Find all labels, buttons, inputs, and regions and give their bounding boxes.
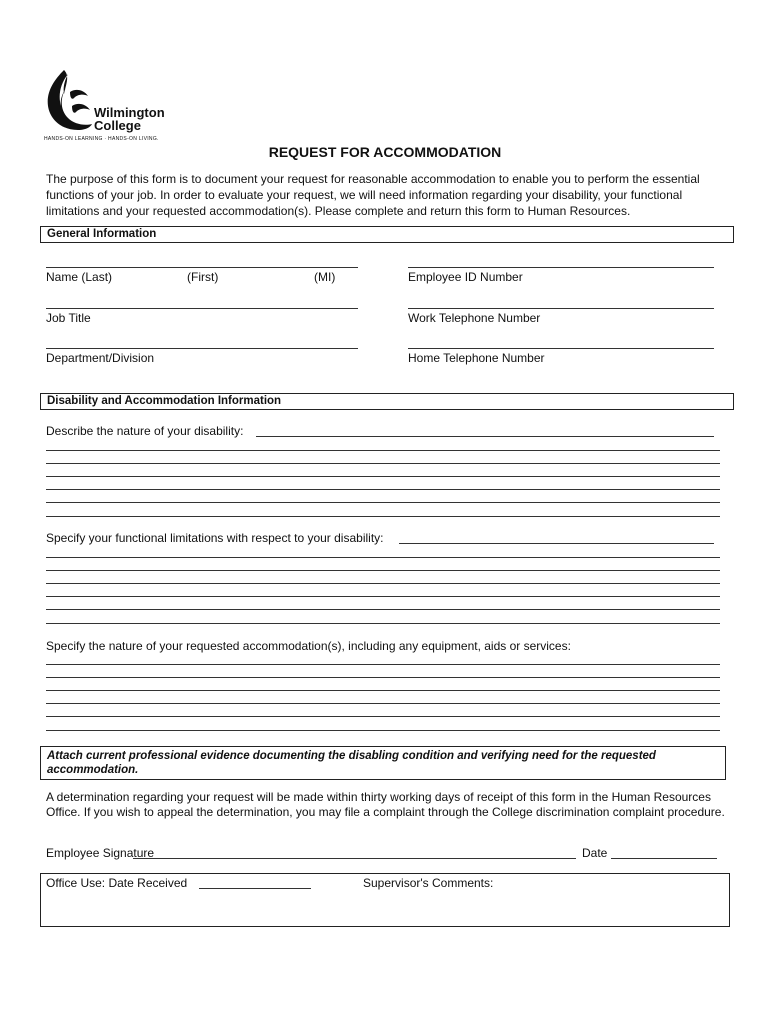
- work-phone-label: Work Telephone Number: [408, 311, 541, 325]
- functional-limitations-line-2[interactable]: [46, 557, 720, 558]
- college-logo: [44, 68, 194, 148]
- requested-accommodation-line-2[interactable]: [46, 677, 720, 678]
- name-last-label: Name (Last): [46, 270, 113, 284]
- intro-paragraph: The purpose of this form is to document your request for reasonable accommodation to enable you to perform the essential functions of your job. In order to evaluate your request, we will need information regarding your disability, your functional limitations and your requested accommodation(s). Please complete and return this form to Human Resources.: [46, 172, 700, 218]
- disability-nature-line-2[interactable]: [46, 450, 720, 451]
- home-phone-label: Home Telephone Number: [408, 351, 545, 365]
- determination-paragraph: A determination regarding your request will be made within thirty working days of receipt of this form in the Human Resources Office. If you wish to appeal the determination, you may file a complaint through the College discrimination complaint procedure.: [46, 790, 725, 819]
- disability-information-header: Disability and Accommodation Information: [40, 393, 734, 410]
- job-title-label: Job Title: [46, 311, 91, 325]
- name-first-label: (First): [187, 270, 219, 284]
- requested-accommodation-line-1[interactable]: [46, 664, 720, 665]
- date-label: Date: [582, 846, 608, 860]
- logo-name-line1: Wilmington: [94, 105, 165, 120]
- home-phone-line[interactable]: [408, 348, 714, 349]
- logo-tagline: HANDS-ON LEARNING · HANDS-ON LIVING.: [44, 136, 159, 142]
- employee-signature-label: Employee Signature: [46, 846, 155, 860]
- functional-limitations-label: Specify your functional limitations with respect to your disability:: [46, 531, 384, 545]
- supervisor-comments-label: Supervisor's Comments:: [363, 876, 494, 890]
- employee-id-line[interactable]: [408, 267, 714, 268]
- requested-accommodation-line-5[interactable]: [46, 716, 720, 717]
- functional-limitations-line-6[interactable]: [46, 609, 720, 610]
- disability-nature-line-3[interactable]: [46, 463, 720, 464]
- work-phone-line[interactable]: [408, 308, 714, 309]
- disability-nature-line-4[interactable]: [46, 476, 720, 477]
- requested-accommodation-label: Specify the nature of your requested accommodation(s), including any equipment, aids or services:: [46, 639, 571, 653]
- date-line[interactable]: [611, 858, 717, 859]
- name-line[interactable]: [46, 267, 358, 268]
- employee-signature-line[interactable]: [133, 858, 576, 859]
- disability-nature-line-6[interactable]: [46, 502, 720, 503]
- office-use-date-received-label: Office Use: Date Received: [46, 876, 188, 890]
- wilmington-college-flame-icon: [44, 68, 94, 134]
- requested-accommodation-line-4[interactable]: [46, 703, 720, 704]
- general-information-header: General Information: [40, 226, 734, 243]
- requested-accommodation-line-3[interactable]: [46, 690, 720, 691]
- name-mi-label: (MI): [314, 270, 336, 284]
- functional-limitations-line-3[interactable]: [46, 570, 720, 571]
- requested-accommodation-line-6[interactable]: [46, 730, 720, 731]
- job-title-line[interactable]: [46, 308, 358, 309]
- form-title: REQUEST FOR ACCOMMODATION: [268, 144, 502, 160]
- functional-limitations-line-7[interactable]: [46, 623, 720, 624]
- disability-nature-label: Describe the nature of your disability:: [46, 424, 244, 438]
- disability-nature-line-7[interactable]: [46, 516, 720, 517]
- department-line[interactable]: [46, 348, 358, 349]
- date-received-line[interactable]: [199, 888, 311, 889]
- employee-id-label: Employee ID Number: [408, 270, 523, 284]
- logo-name-line2: College: [94, 118, 141, 133]
- department-label: Department/Division: [46, 351, 155, 365]
- attach-evidence-notice: Attach current professional evidence documenting the disabling condition and verifying need for the requested accommodation.: [40, 746, 726, 780]
- disability-nature-line-1[interactable]: [256, 436, 714, 437]
- functional-limitations-line-1[interactable]: [399, 543, 714, 544]
- functional-limitations-line-5[interactable]: [46, 596, 720, 597]
- functional-limitations-line-4[interactable]: [46, 583, 720, 584]
- disability-nature-line-5[interactable]: [46, 489, 720, 490]
